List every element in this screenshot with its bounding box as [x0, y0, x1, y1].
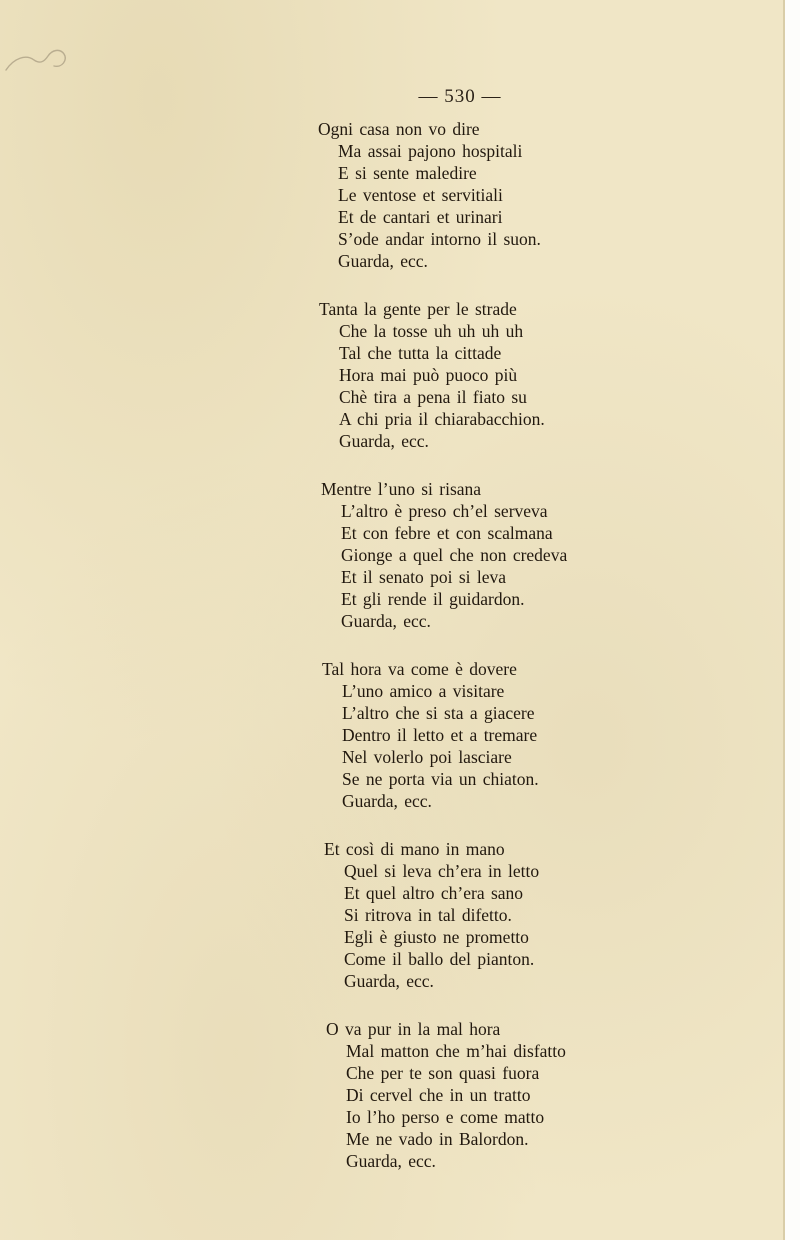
- verse-line: L’uno amico a visitare: [342, 681, 505, 701]
- verse-line: S’ode andar intorno il suon.: [338, 229, 541, 249]
- refrain-line: Guarda, ecc.: [338, 251, 428, 271]
- verse-line: Si ritrova in tal difetto.: [344, 905, 512, 925]
- stanza-first-line: Et così di mano in mano: [324, 839, 505, 859]
- verse-line: L’altro che si sta a giacere: [342, 703, 535, 723]
- verse-line: Che la tosse uh uh uh uh: [339, 321, 524, 341]
- verse-line: L’altro è preso ch’el serveva: [341, 501, 548, 521]
- verse-line: Ma assai pajono hospitali: [338, 141, 523, 161]
- verse-line: Et gli rende il guidardon.: [341, 589, 525, 609]
- stanza-first-line: Ogni casa non vo dire: [318, 119, 480, 139]
- verse-line: A chi pria il chiarabacchion.: [339, 409, 545, 429]
- verse-line: Et de cantari et urinari: [338, 207, 503, 227]
- verse-line: Me ne vado in Balordon.: [346, 1129, 529, 1149]
- stanza: [0, 118, 785, 272]
- poem-body: [0, 118, 785, 1198]
- verse-line: Chè tira a pena il fiato su: [339, 387, 527, 407]
- refrain-line: Guarda, ecc.: [339, 431, 429, 451]
- refrain-line: Guarda, ecc.: [344, 971, 434, 991]
- page-number: — 530 —: [418, 86, 502, 107]
- stanza: [0, 1018, 785, 1172]
- verse-line: Le ventose et servitiali: [338, 185, 503, 205]
- verse-line: Dentro il letto et a tremare: [342, 725, 538, 745]
- verse-line: Io l’ho perso e come matto: [346, 1107, 545, 1127]
- verse-line: Come il ballo del pianton.: [344, 949, 535, 969]
- verse-line: Di cervel che in un tratto: [346, 1085, 531, 1105]
- stanza: [0, 658, 785, 812]
- verse-line: Et quel altro ch’era sano: [344, 883, 524, 903]
- stanza-first-line: O va pur in la mal hora: [326, 1019, 501, 1039]
- refrain-line: Guarda, ecc.: [342, 791, 432, 811]
- verse-line: Tal che tutta la cittade: [339, 343, 502, 363]
- verse-line: Et con febre et con scalmana: [341, 523, 553, 543]
- stanza: [0, 838, 785, 992]
- verse-line: Quel si leva ch’era in letto: [344, 861, 540, 881]
- verse-line: Che per te son quasi fuora: [346, 1063, 540, 1083]
- refrain-line: Guarda, ecc.: [346, 1151, 436, 1171]
- verse-line: E si sente maledire: [338, 163, 477, 183]
- verse-line: Se ne porta via un chiaton.: [342, 769, 539, 789]
- stanza-first-line: Tal hora va come è dovere: [322, 659, 517, 679]
- scan-margin: [785, 0, 800, 1240]
- refrain-line: Guarda, ecc.: [341, 611, 431, 631]
- stanza: [0, 298, 785, 452]
- verse-line: Mal matton che m’hai disfatto: [346, 1041, 566, 1061]
- stanza-first-line: Mentre l’uno si risana: [321, 479, 482, 499]
- verse-line: Nel volerlo poi lasciare: [342, 747, 512, 767]
- pencil-scribble-mark: [4, 40, 70, 74]
- stanza-first-line: Tanta la gente per le strade: [319, 299, 517, 319]
- stanza: [0, 478, 785, 632]
- verse-line: Gionge a quel che non credeva: [341, 545, 568, 565]
- verse-line: Egli è giusto ne prometto: [344, 927, 529, 947]
- verse-line: Et il senato poi si leva: [341, 567, 507, 587]
- verse-line: Hora mai può puoco più: [339, 365, 518, 385]
